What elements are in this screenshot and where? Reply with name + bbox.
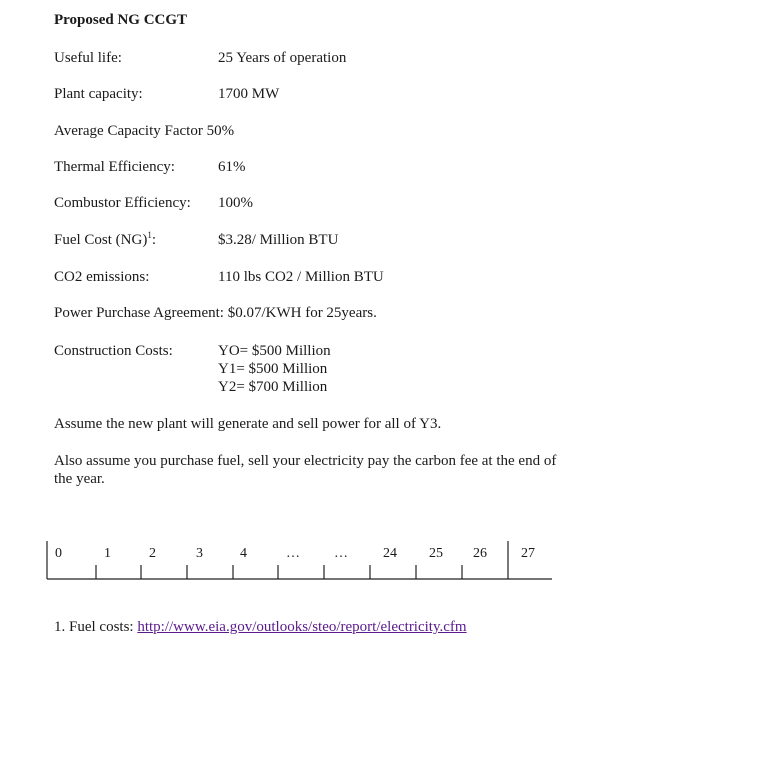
spec-value: 110 lbs CO2 / Million BTU: [218, 269, 384, 285]
timeline-ticks: [96, 565, 462, 579]
cash-flow-timeline: [40, 535, 560, 585]
footnote-prefix: 1. Fuel costs:: [54, 619, 134, 635]
timeline-label-4: 4: [240, 546, 247, 561]
spec-inline: [54, 304, 377, 322]
spec-value: $3.28/ Million BTU: [218, 232, 339, 248]
timeline-label-9: 26: [473, 546, 487, 561]
footnote: [54, 618, 467, 636]
fuel-costs-link[interactable]: http://www.eia.gov/outlooks/steo/report/electricity.cfm: [137, 619, 467, 635]
construction-y0: YO= $500 Million: [218, 343, 331, 359]
spec-label: Thermal Efficiency:: [54, 159, 175, 175]
fuel-cost-label-text: Fuel Cost (NG): [54, 232, 148, 248]
fuel-cost-label-colon: :: [151, 232, 157, 248]
timeline-diagram: [40, 535, 560, 585]
spec-label: CO2 emissions:: [54, 269, 150, 285]
timeline-label-10: 27: [521, 546, 535, 561]
construction-y2: Y2= $700 Million: [218, 379, 328, 395]
spec-label: Average Capacity Factor: [54, 123, 203, 139]
construction-label: Construction Costs:: [54, 343, 173, 359]
timeline-label-8: 25: [429, 546, 443, 561]
timeline-label-3: 3: [196, 546, 203, 561]
timeline-label-6: …: [334, 546, 348, 561]
assumption-y3: Assume the new plant will generate and sell power for all of Y3.: [54, 416, 442, 432]
spec-label: Useful life:: [54, 50, 122, 66]
construction-y1: Y1= $500 Million: [218, 361, 328, 377]
timeline-label-7: 24: [383, 546, 397, 561]
timeline-label-2: 2: [149, 546, 156, 561]
page-title: Proposed NG CCGT: [54, 12, 188, 28]
spec-label: [54, 231, 156, 249]
assumption-end-of-year: Also assume you purchase fuel, sell your electricity pay the carbon fee at the end of the year.: [54, 453, 557, 487]
spec-value: $0.07/KWH for 25years.: [227, 305, 377, 321]
spec-value: 25 Years of operation: [218, 50, 347, 66]
timeline-label-0: 0: [55, 546, 62, 561]
spec-label: Combustor Efficiency:: [54, 195, 191, 211]
spec-value: 50%: [206, 123, 235, 139]
timeline-label-1: 1: [104, 546, 111, 561]
timeline-labels: [55, 546, 535, 561]
spec-inline: [54, 122, 234, 140]
construction-values: [218, 342, 331, 396]
spec-label: Power Purchase Agreement:: [54, 305, 224, 321]
spec-label: Plant capacity:: [54, 86, 143, 102]
spec-value: 61%: [218, 159, 246, 175]
spec-value: 1700 MW: [218, 86, 280, 102]
footnote-marker: 1: [147, 230, 152, 240]
spec-value: 100%: [218, 195, 253, 211]
timeline-label-5: …: [286, 546, 300, 561]
